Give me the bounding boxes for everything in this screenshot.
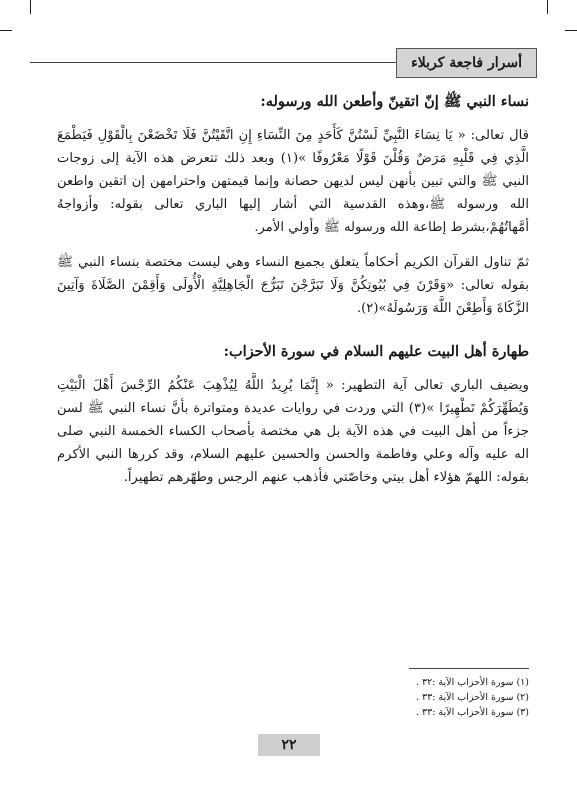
paragraph-3: ويضيف الباري تعالى آية التطهير: « إِنَّمَا يُرِيدُ اللَّهُ لِيُذْهِبَ عَنْكُمُ الرِّجْسَ أَهْلَ الْبَيْتِ وَيُطَهِّرَكُمْ تَطْهِيرًا »(٣) التي وردت في روايات عديدة ومتواترة بأنَّ نساء النبي ﷺ لسن جزءاً من أهل البيت في هذه الآية بل هي مختصة بأصحاب الكساء الخمسة النبي صلى اله عليه وآله وعلي وفاطمة والحسن والحسين عليهم السلام، وقد كررها النبي الأكرم بقوله: اللهمّ هؤلاء أهل بيتي وخاصّتي فأذهب عنهم الرجس وطهّرهم تطهيراً. (57, 378, 529, 485)
crop-mark (30, 0, 31, 14)
footnote-1: (١) سورة الأحزاب الآية :٣٢ . (415, 677, 529, 688)
book-title: أسرار فاجعة كربلاء (396, 48, 537, 78)
crop-mark (547, 0, 548, 14)
paragraph-1: قال تعالى: « يَا نِسَاءَ النَّبِيِّ لَسْتُنَّ كَأَحَدٍ مِنَ النِّسَاءِ إِنِ اتَّقَيْتُنَّ فَلَا تَخْضَعْنَ بِالْقَوْلِ فَيَطْمَعَ الَّذِي فِي قَلْبِهِ مَرَضٌ وَقُلْنَ قَوْلًا مَعْرُوفًا »(١) وبعد ذلك تتعرض هذه الآية إلى زوجات النبي ﷺ والتي تبين بأنهن ليس لديهن حصانة وإنما قيمتهن واحترامهن إن اتقين واطعن الله ورسوله ﷺ،وهذه القدسية التي أشار إليها الباري تعالى بقوله: وأزواجهُ أمَّهاتُهُمْ،بشرط إطاعة الله ورسوله ﷺ وأولي الأمر. (57, 128, 529, 235)
section-heading-1: نساء النبي ﷺ إنّ اتقينّ وأطعن الله ورسوله: (260, 93, 529, 110)
page-number: ٢٢ (258, 734, 320, 756)
footnote-rule (409, 668, 529, 669)
crop-mark (0, 30, 12, 31)
footnote-2: (٢) سورة الأحزاب الآية :٣٣ . (415, 692, 529, 703)
footnotes (57, 668, 529, 720)
page-body (57, 82, 529, 489)
paragraph-2: ثمّ تناول القرآن الكريم أحكاماً يتعلق بجميع النساء وهي ليست مختصة بنساء النبي ﷺ بقوله تعالى: «وَقَرْنَ فِي بُيُوتِكُنَّ وَلَا تَبَرَّجْنَ تَبَرُّجَ الْجَاهِلِيَّةِ الْأُولَى وَأَقِمْنَ الصَّلَاةَ وَآتِينَ الزَّكَاةَ وَأَطِعْنَ اللَّهَ وَرَسُولَهُ»(٢). (57, 255, 529, 316)
footnote-3: (٣) سورة الأحزاب الآية :٣٣ . (415, 707, 529, 718)
running-header (30, 42, 537, 72)
section-heading-2: طهارة أهل البيت عليهم السلام في سورة الأحزاب: (223, 343, 529, 360)
crop-mark (565, 30, 577, 31)
